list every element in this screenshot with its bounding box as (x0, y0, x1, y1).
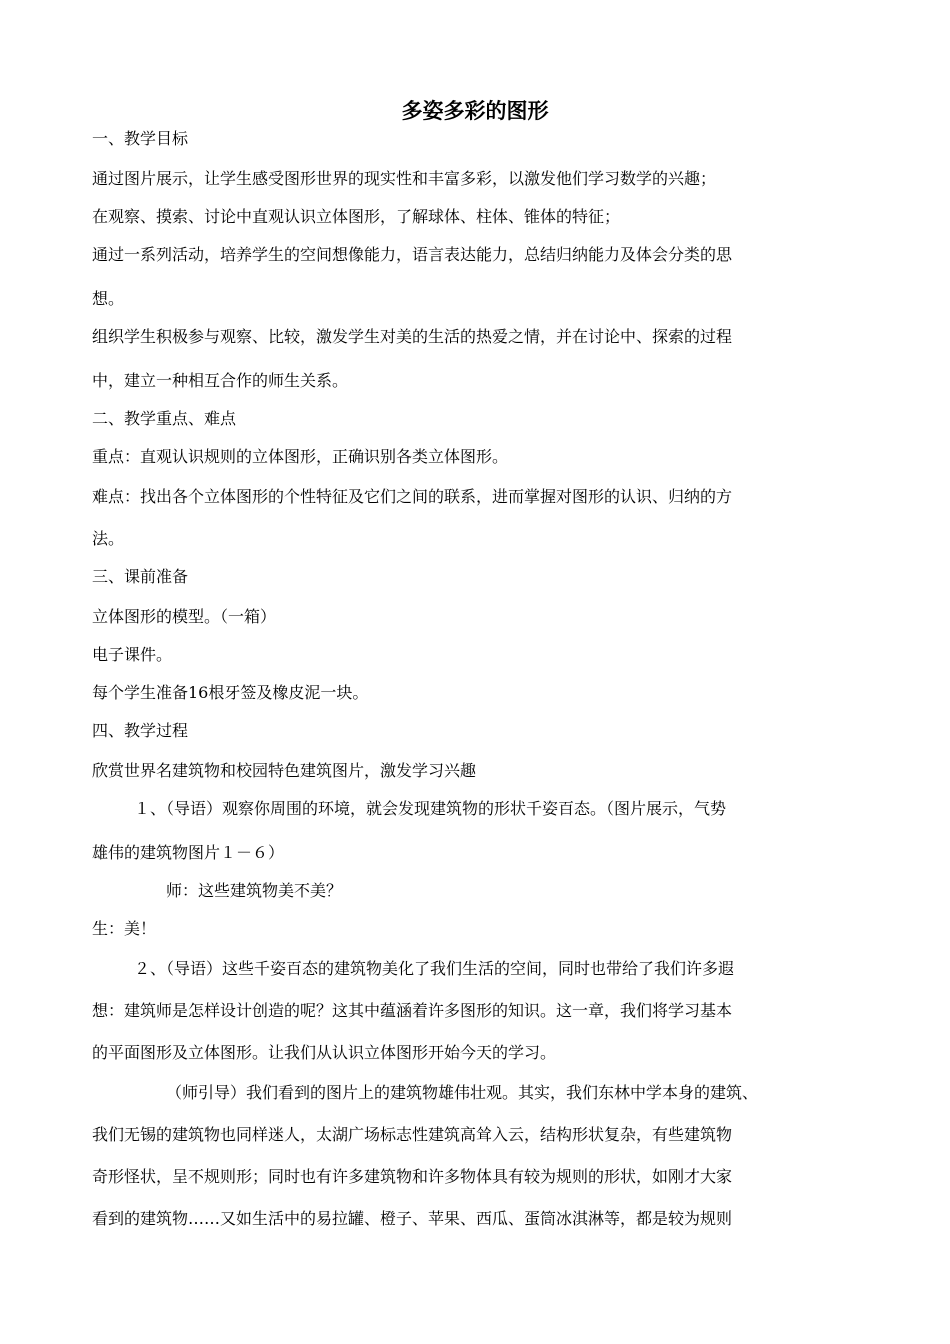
paragraph-line: 雄伟的建筑物图片１－６） (92, 843, 285, 862)
paragraph-line: 组织学生积极参与观察、比较，激发学生对美的生活的热爱之情，并在讨论中、探索的过程 (92, 327, 733, 346)
paragraph-line: １、（导语）观察你周围的环境，就会发现建筑物的形状千姿百态。（图片展示，气势 (134, 799, 727, 818)
paragraph-line: 的平面图形及立体图形。让我们从认识立体图形开始今天的学习。 (92, 1043, 557, 1062)
paragraph-line: 重点：直观认识规则的立体图形，正确识别各类立体图形。 (92, 447, 509, 466)
paragraph-line: 想：建筑师是怎样设计创造的呢？这其中蕴涵着许多图形的知识。这一章，我们将学习基本 (92, 1001, 733, 1020)
paragraph-line: 在观察、摸索、讨论中直观认识立体图形，了解球体、柱体、锥体的特征； (92, 207, 621, 226)
paragraph-line: 难点：找出各个立体图形的个性特征及它们之间的联系，进而掌握对图形的认识、归纳的方 (92, 487, 733, 506)
paragraph-line: 通过图片展示，让学生感受图形世界的现实性和丰富多彩，以激发他们学习数学的兴趣； (92, 169, 717, 188)
paragraph-line: 生：美！ (92, 919, 157, 938)
section-heading-key-points: 二、教学重点、难点 (92, 409, 237, 428)
paragraph-line: 每个学生准备16根牙签及橡皮泥一块。 (92, 683, 369, 702)
paragraph-line: 欣赏世界名建筑物和校园特色建筑图片，激发学习兴趣 (92, 761, 477, 780)
paragraph-line: 法。 (92, 529, 125, 548)
paragraph-line: 中，建立一种相互合作的师生关系。 (92, 371, 349, 390)
section-heading-preparation: 三、课前准备 (92, 567, 189, 586)
section-heading-process: 四、教学过程 (92, 721, 189, 740)
paragraph-line: 奇形怪状，呈不规则形；同时也有许多建筑物和许多物体具有较为规则的形状，如刚才大家 (92, 1167, 733, 1186)
paragraph-line: 想。 (92, 289, 125, 308)
paragraph-line: 立体图形的模型。（一箱） (92, 607, 277, 626)
paragraph-line: （师引导）我们看到的图片上的建筑物雄伟壮观。其实，我们东林中学本身的建筑、 (166, 1083, 759, 1102)
paragraph-line: 通过一系列活动，培养学生的空间想像能力，语言表达能力，总结归纳能力及体会分类的思 (92, 245, 733, 264)
paragraph-line: 电子课件。 (92, 645, 173, 664)
paragraph-line: 师：这些建筑物美不美？ (166, 881, 343, 900)
paragraph-line: 看到的建筑物……又如生活中的易拉罐、橙子、苹果、西瓜、蛋筒冰淇淋等，都是较为规则 (92, 1209, 733, 1228)
paragraph-line: ２、（导语）这些千姿百态的建筑物美化了我们生活的空间，同时也带给了我们许多遐 (134, 959, 735, 978)
paragraph-line: 我们无锡的建筑物也同样迷人，太湖广场标志性建筑高耸入云，结构形状复杂，有些建筑物 (92, 1125, 733, 1144)
document-title: 多姿多彩的图形 (401, 99, 549, 123)
section-heading-objectives: 一、教学目标 (92, 129, 189, 148)
